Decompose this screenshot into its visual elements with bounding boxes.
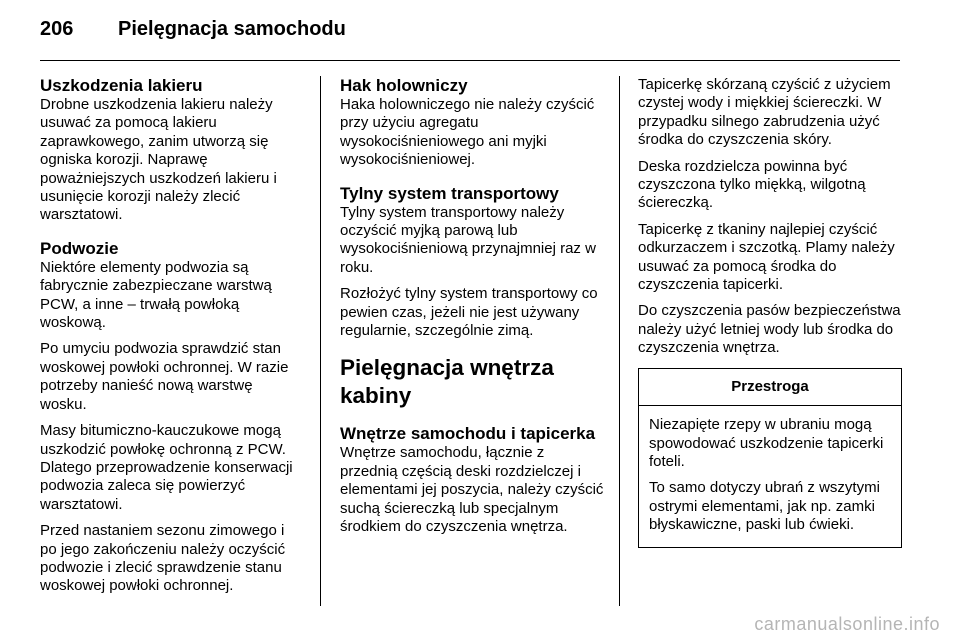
column-3 [638,76,902,548]
paragraph: Wnętrze samochodu, łącznie z przednią częścią deski rozdzielczej i elementami jej poszycia, należy czyścić suchą ściereczką lub specjalnym środkiem do czyszczenia wnętrza. [340,444,604,536]
heading-interior-upholstery: Wnętrze samochodu i tapicerka [340,424,596,444]
heading-interior-care: Pielęgnacja wnętrza kabiny [340,355,554,409]
paragraph: Tylny system transportowy należy oczyścić myjką parową lub wysokociśnieniową przynajmniej raz w roku. [340,203,596,276]
paragraph: Drobne uszkodzenia lakieru należy usuwać za pomocą lakieru zaprawkowego, zanim utworzą się ogniska korozji. Naprawę poważniejszych uszkodzeń lakieru i usunięcie korozji należy zlecić warsztatowi. [40,96,277,224]
header-rule [40,60,900,61]
column-divider-1 [320,76,321,606]
heading-tow-hitch: Hak holowniczy [340,76,468,95]
paragraph: Do czyszczenia pasów bezpieczeństwa należy użyć letniej wody lub środka do czyszczenia wnętrza. [638,302,901,357]
heading-paint-damage: Uszkodzenia lakieru [40,76,203,95]
watermark: carmanualsonline.info [754,614,940,634]
paragraph: Po umyciu podwozia sprawdzić stan woskowej powłoki ochronnej. W razie potrzeby nanieść nową warstwę wosku. [40,340,289,413]
heading-rear-carrier: Tylny system transportowy [340,183,559,203]
column-2 [340,76,605,545]
paragraph: Deska rozdzielcza powinna być czyszczona tylko miękką, wilgotną ściereczką. [638,157,866,212]
heading-underbody: Podwozie [40,238,119,258]
paragraph: Masy bitumiczno-kauczukowe mogą uszkodzić powłokę ochronną z PCW. Dlatego przeprowadzenie konserwacji podwozia zaleca się powierzyć warsztatowi. [40,422,293,513]
caution-paragraph: Niezapięte rzepy w ubraniu mogą spowodować uszkodzenie tapicerki foteli. [649,416,884,470]
column-1 [40,76,302,604]
paragraph: Niektóre elementy podwozia są fabrycznie zabezpieczane warstwą PCW, a inne – trwałą powłoką woskową. [40,258,272,332]
caution-paragraph: To samo dotyczy ubrań z wszytymi ostrymi elementami, jak np. zamki błyskawiczne, paski lub ćwieki. [649,479,880,534]
page-title: Pielęgnacja samochodu [118,18,346,40]
caution-box [638,368,902,548]
paragraph: Tapicerkę z tkaniny najlepiej czyścić odkurzaczem i szczotką. Plamy należy usuwać za pomocą środka do czyszczenia tapicerki. [638,220,895,294]
caution-title: Przestroga [639,369,901,406]
paragraph: Rozłożyć tylny system transportowy co pewien czas, jeżeli nie jest używany regularnie, szczególnie zimą. [340,285,598,340]
page-number: 206 [40,18,74,40]
paragraph: Haka holowniczego nie należy czyścić przy użyciu agregatu wysokociśnieniowego ani myjki wysokociśnieniowej. [340,96,595,169]
column-divider-2 [619,76,620,606]
caution-body [639,406,901,546]
paragraph: Przed nastaniem sezonu zimowego i po jego zakończeniu należy oczyścić podwozie i zlecić sprawdzenie stanu woskowej powłoki ochronnej. [40,522,286,595]
paragraph: Tapicerkę skórzaną czyścić z użyciem czystej wody i miękkiej ściereczki. W przypadku silnego zabrudzenia użyć środka do czyszczenia skóry. [638,76,891,149]
